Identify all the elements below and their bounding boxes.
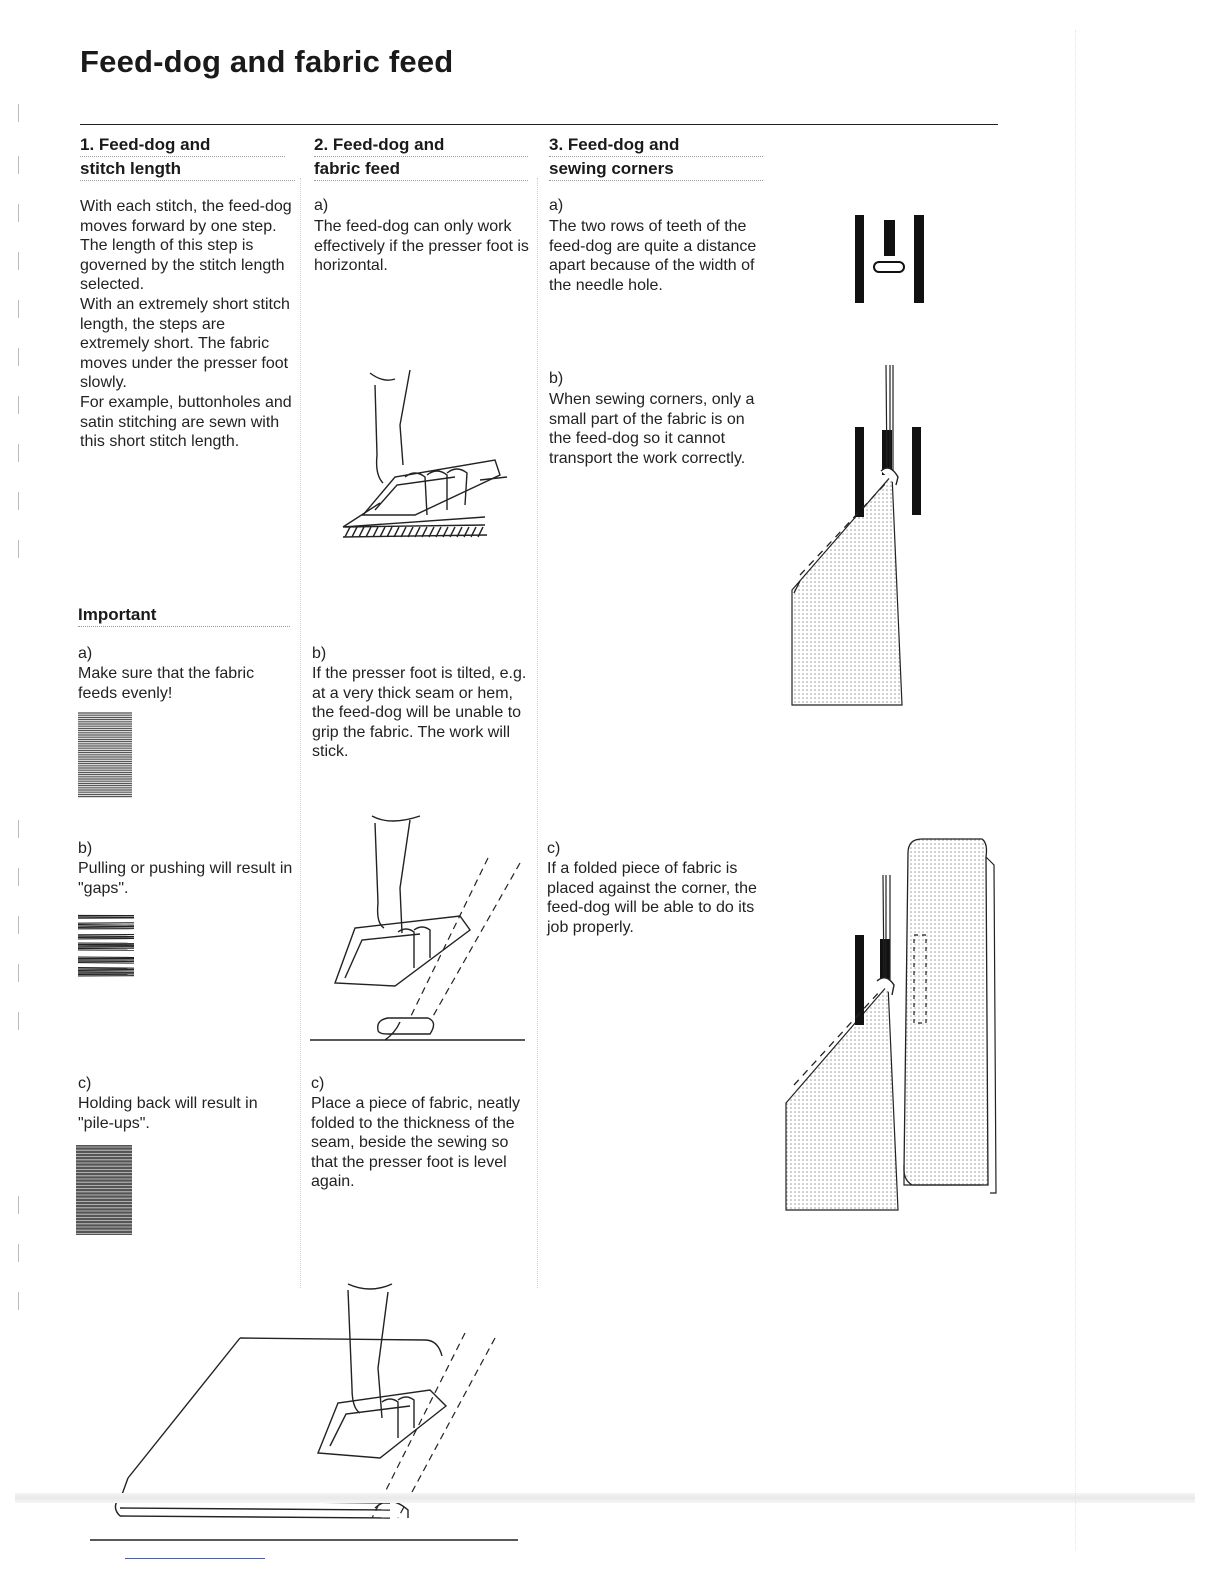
col2-heading xyxy=(314,133,528,181)
col3-a-text: The two rows of teeth of the feed-dog are quite a distance apart because of the width of the needle hole. xyxy=(549,218,757,294)
binding-mark xyxy=(18,156,25,174)
col1-heading xyxy=(80,133,295,181)
footer-line xyxy=(125,1558,265,1559)
stitch-line xyxy=(78,938,134,939)
page-edge xyxy=(1075,30,1076,1550)
col3-b-text: When sewing corners, only a small part of the fabric is on the feed-dog so it cannot transport the work correctly. xyxy=(549,391,755,467)
col2-a-label: a) xyxy=(314,197,329,214)
binding-mark xyxy=(18,492,25,510)
col3-heading-line1: 3. Feed-dog and xyxy=(549,135,680,154)
column-separator xyxy=(300,178,301,1288)
feed-dog-tooth xyxy=(345,527,350,537)
presser-foot-tilted-illustration xyxy=(310,808,530,1048)
col3-heading-line2: sewing corners xyxy=(549,159,674,178)
title-rule xyxy=(80,124,998,125)
pileup-stitch-swatch xyxy=(76,1145,132,1235)
col3-a-label: a) xyxy=(549,197,564,214)
corner-with-folded-fabric-diagram xyxy=(782,835,997,1215)
feed-dog-teeth-diagram xyxy=(850,210,930,306)
corner-sewing-diagram xyxy=(786,365,936,710)
col2-c-label: c) xyxy=(311,1075,325,1092)
col1-c-text: Holding back will result in "pile-ups". xyxy=(78,1095,258,1132)
binding-mark xyxy=(18,868,25,886)
feed-dog-tooth xyxy=(366,527,371,537)
col3-b-label: b) xyxy=(549,370,564,387)
stitch-line xyxy=(78,968,134,969)
feed-dog-tooth xyxy=(394,527,399,537)
col3-heading xyxy=(549,133,763,181)
col2-a-text: The feed-dog can only work effectively if the presser foot is horizontal. xyxy=(314,218,529,275)
binding-mark xyxy=(18,396,25,414)
feed-dog-base xyxy=(343,525,487,537)
col1-heading-line1: 1. Feed-dog and xyxy=(80,135,211,154)
binding-mark xyxy=(18,820,25,838)
col1-a-label: a) xyxy=(78,645,93,662)
even-stitch-swatch xyxy=(78,712,132,798)
feed-dog-tooth xyxy=(387,527,392,537)
presser-foot-horizontal-illustration xyxy=(335,365,520,550)
column-separator xyxy=(537,178,538,1288)
feed-dog-tooth xyxy=(352,527,357,537)
important-heading: Important xyxy=(78,605,157,624)
stitch-line xyxy=(78,925,134,926)
stitch-line xyxy=(78,963,134,964)
col1-body: With each stitch, the feed-dog moves forward by one step. The length of this step is governed by the stitch length selected. With an extremely short stitch length, the steps are extremely short. The fabric moves under the presser foot slowly. For example, buttonholes and satin stitching are sewn with this short stitch length. xyxy=(80,198,292,451)
binding-mark xyxy=(18,104,25,122)
binding-mark xyxy=(18,1292,25,1310)
binding-mark xyxy=(18,252,25,270)
gaps-stitch-swatch xyxy=(78,914,134,1002)
binding-mark xyxy=(18,1244,25,1262)
binding-mark xyxy=(18,964,25,982)
col1-heading-line2: stitch length xyxy=(80,159,182,178)
col3-c-label: c) xyxy=(547,840,561,857)
feed-dog-tooth xyxy=(359,527,364,537)
feed-dog-tooth xyxy=(380,527,385,537)
binding-mark xyxy=(18,300,25,318)
col3-c-text: If a folded piece of fabric is placed against the corner, the feed-dog will be able to do its job properly. xyxy=(547,860,757,936)
col2-heading-line1: 2. Feed-dog and xyxy=(314,135,445,154)
binding-mark xyxy=(18,540,25,558)
scan-band xyxy=(15,1493,1195,1503)
col2-b-text: If the presser foot is tilted, e.g. at a very thick seam or hem, the feed-dog will be unable to grip the fabric. The work will stick. xyxy=(312,665,527,761)
col1-c-label: c) xyxy=(78,1075,92,1092)
col1-b-label: b) xyxy=(78,840,93,857)
binding-mark xyxy=(18,204,25,222)
col2-c-text: Place a piece of fabric, neatly folded to the thickness of the seam, beside the sewing so that the presser foot is level again. xyxy=(311,1095,521,1191)
binding-mark xyxy=(18,1012,25,1030)
important-heading-block xyxy=(78,603,290,627)
col1-b-text: Pulling or pushing will result in "gaps". xyxy=(78,860,293,897)
binding-mark xyxy=(18,1196,25,1214)
binding-mark xyxy=(18,348,25,366)
folded-fabric-support-illustration xyxy=(90,1278,530,1548)
col2-b-label: b) xyxy=(312,645,327,662)
feed-dog-tooth xyxy=(373,527,378,537)
binding-mark xyxy=(18,444,25,462)
stitch-line xyxy=(78,947,134,948)
page-title: Feed-dog and fabric feed xyxy=(80,44,454,79)
binding-mark xyxy=(18,916,25,934)
col1-a-text: Make sure that the fabric feeds evenly! xyxy=(78,665,255,702)
col2-heading-line2: fabric feed xyxy=(314,159,400,178)
